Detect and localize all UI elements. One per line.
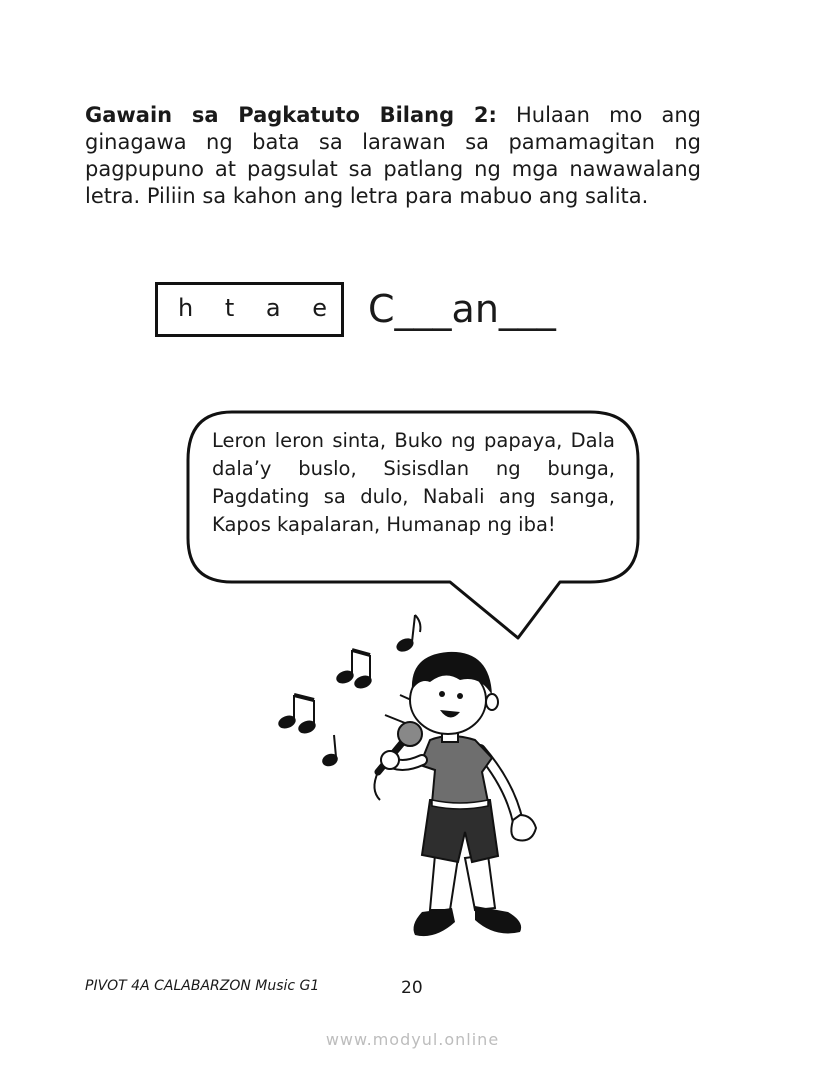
music-note-icon <box>322 735 339 767</box>
music-note-icon <box>396 615 421 653</box>
instructions-text: Hulaan mo ang ginagawa ng bata sa larawan sa pamamagitan ng pagpupuno at pagsulat sa patlang ng mga nawawalang letra. Piliin sa kahon ang letra para mabuo ang salita. <box>85 103 701 208</box>
music-note-icon <box>336 650 372 689</box>
letter-choice: t <box>224 293 235 322</box>
watermark: www.modyul.online <box>325 1030 500 1049</box>
activity-title: Gawain sa Pagkatuto Bilang 2: <box>85 103 497 127</box>
page-number: 20 <box>401 978 423 998</box>
source-footer: PIVOT 4A CALABARZON Music G1 <box>85 978 320 994</box>
song-lyrics: Leron leron sinta, Buko ng papaya, Dala dala’y buslo, Sisisdlan ng bunga, Pagdating sa dulo, Nabali ang sanga, Kapos kapalaran, Humanap ng iba! <box>212 429 615 536</box>
letter-choice: a <box>265 293 281 322</box>
letter-choice: e <box>312 293 327 322</box>
letter-choice: h <box>178 293 194 322</box>
word-part: C <box>368 287 395 331</box>
letter-blank[interactable]: ___ <box>394 287 452 331</box>
music-note-icon <box>278 695 316 734</box>
child-singing-illustration <box>270 600 560 960</box>
word-part: an <box>451 287 499 331</box>
letter-blank[interactable]: ___ <box>498 287 556 331</box>
